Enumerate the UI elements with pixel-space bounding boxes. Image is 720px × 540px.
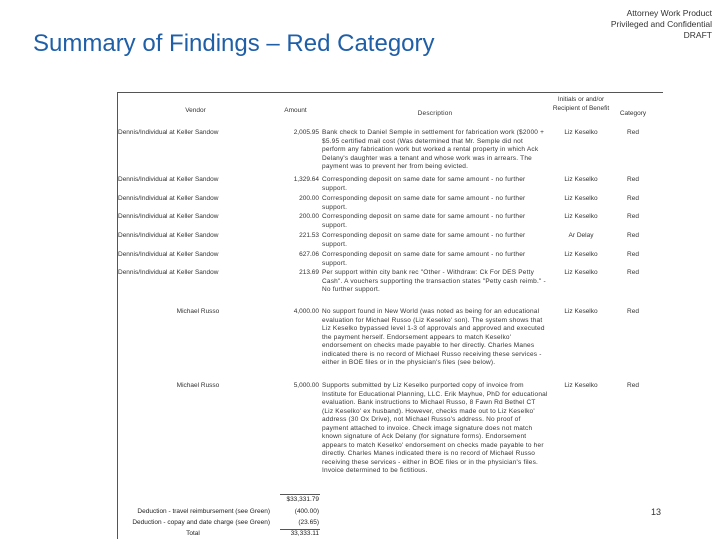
header-category: Category	[619, 110, 647, 117]
row-category: Red	[627, 382, 639, 389]
row-amount: 221.53	[299, 232, 319, 239]
row-vendor: Dennis/Individual at Keller Sandow	[118, 251, 219, 258]
adjustment-label: Deduction - copay and date charge (see Green)	[132, 519, 270, 526]
row-description: Corresponding deposit on same date for same amount - no further support.	[322, 251, 526, 267]
page-number: 13	[651, 507, 662, 517]
row-description: No support found in New World (was noted as being for an educational evaluation for Michael Russo (Liz Keselko' son). The system shows that Liz Keselko bypassed level 1-3 of approvals and approved and executed the payment herself. Endorsement appears to match Keselko' endorsement on checks made payable to her directly. Charles Manes indicated there is no record of Michael Russo receiving these services - either in BOE files or in the physician's files (see below).	[322, 308, 545, 366]
row-recipient: Liz Keselko	[564, 251, 598, 258]
adjustment-value: (400.00)	[294, 508, 319, 515]
row-recipient: Liz Keselko	[564, 129, 598, 136]
row-amount: 200.00	[299, 195, 319, 202]
conf-line: DRAFT	[683, 30, 712, 40]
header-description: Description	[417, 110, 453, 117]
total-label: Total	[186, 530, 200, 537]
row-vendor: Michael Russo	[176, 382, 220, 389]
row-vendor: Dennis/Individual at Keller Sandow	[118, 176, 219, 183]
row-vendor: Dennis/Individual at Keller Sandow	[118, 195, 219, 202]
row-amount: 1,329.64	[293, 176, 319, 183]
row-vendor: Michael Russo	[176, 308, 220, 315]
row-category: Red	[627, 269, 639, 276]
row-category: Red	[627, 232, 639, 239]
header-amount: Amount	[284, 107, 307, 114]
row-vendor: Dennis/Individual at Keller Sandow	[118, 129, 219, 136]
conf-line: Privileged and Confidential	[610, 19, 712, 29]
total-value: 33,333.11	[290, 530, 319, 537]
row-recipient: Liz Keselko	[564, 195, 598, 202]
row-description: Corresponding deposit on same date for same amount - no further support.	[322, 176, 526, 192]
row-vendor: Dennis/Individual at Keller Sandow	[118, 213, 219, 220]
row-amount: 200.00	[299, 213, 319, 220]
row-category: Red	[627, 176, 639, 183]
adjustment-value: (23.65)	[298, 519, 319, 526]
row-recipient: Liz Keselko	[564, 308, 598, 315]
subtotal-value: $33,331.79	[286, 496, 319, 503]
adjustment-label: Deduction - travel reimbursement (see Green)	[137, 508, 270, 515]
row-category: Red	[627, 213, 639, 220]
row-vendor: Dennis/Individual at Keller Sandow	[118, 269, 219, 276]
row-amount: 4,000.00	[293, 308, 319, 315]
row-amount: 2,005.95	[293, 129, 319, 136]
conf-line: Attorney Work Product	[626, 8, 712, 18]
row-description: Per support within city bank rec "Other - Withdraw: Ck For DES Petty Cash". A vouchers supporting the transaction states "Petty cash reimb." - No further support.	[322, 269, 546, 293]
row-description: Corresponding deposit on same date for same amount - no further support.	[322, 195, 526, 211]
row-recipient: Ar Delay	[568, 232, 594, 239]
row-category: Red	[627, 195, 639, 202]
row-recipient: Liz Keselko	[564, 269, 598, 276]
header-vendor: Vendor	[185, 107, 206, 114]
row-description: Supports submitted by Liz Keselko purported copy of invoice from Institute for Educational Planning, LLC. Erik Mayhue, PhD for educational evaluation. Bank instructions to Michael Russo, 8 Fawn Rd Bethel CT (Liz Keselko' ex husband). However, checks made out to Liz Keselko' address (30 Ox Drive), not Michael Russo's address. No proof of payment attached to invoice. Check image signature does not match known signature of Ack Delany (for signature forms). Endorsement appears to match Keselko' endorsement on checks made payable to her directly. Charles Manes indicated there is no record of Michael Russo receiving these services - either in BOE files or in the physician's files. Invoice determined to be fictitious.	[322, 382, 548, 474]
row-amount: 213.69	[299, 269, 319, 276]
row-recipient: Liz Keselko	[564, 176, 598, 183]
row-description: Corresponding deposit on same date for same amount - no further support.	[322, 232, 526, 248]
row-description: Corresponding deposit on same date for same amount - no further support.	[322, 213, 526, 229]
subtotal-rule	[280, 494, 320, 495]
row-recipient: Liz Keselko	[564, 382, 598, 389]
row-amount: 627.06	[299, 251, 319, 258]
row-description: Bank check to Daniel Semple in settlement for fabrication work ($2000 + $5.95 certified mail cost (Was determined that Mr. Semple did not perform any fabrication work but worked a rental property in which Ack Delany's daughter was a tenant and whose work was in arrears. The payment was to prevent her from being evicted.	[322, 129, 545, 170]
row-amount: 5,000.00	[293, 382, 319, 389]
row-recipient: Liz Keselko	[564, 213, 598, 220]
row-vendor: Dennis/Individual at Keller Sandow	[118, 232, 219, 239]
header-recipient: Initials or and/or Recipient of Benefit	[552, 96, 610, 112]
row-category: Red	[627, 308, 639, 315]
slide-title: Summary of Findings – Red Category	[33, 30, 435, 57]
confidentiality-notice	[512, 8, 712, 41]
row-category: Red	[627, 129, 639, 136]
row-category: Red	[627, 251, 639, 258]
